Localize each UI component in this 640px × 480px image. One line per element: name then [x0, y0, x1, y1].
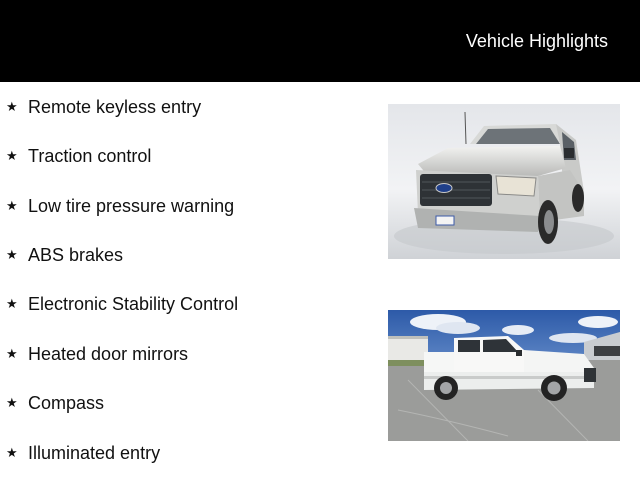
feature-label: Illuminated entry — [28, 443, 161, 463]
star-icon: ★ — [6, 99, 18, 114]
feature-item — [6, 392, 104, 414]
vehicle-photo-front — [388, 104, 620, 259]
feature-item — [6, 145, 151, 167]
feature-item — [6, 293, 238, 315]
page-title: Vehicle Highlights — [465, 31, 608, 51]
feature-label: Electronic Stability Control — [28, 294, 239, 314]
header-bar — [0, 0, 640, 82]
feature-label: Heated door mirrors — [28, 344, 189, 364]
vehicle-photo-side-image — [388, 310, 620, 441]
feature-label: Remote keyless entry — [28, 97, 202, 117]
star-icon: ★ — [6, 198, 18, 213]
feature-item — [6, 244, 123, 266]
feature-item — [6, 96, 201, 118]
star-icon: ★ — [6, 247, 18, 262]
vehicle-photo-side — [388, 310, 620, 441]
feature-label: ABS brakes — [28, 245, 124, 265]
star-icon: ★ — [6, 296, 18, 311]
feature-label: Compass — [28, 393, 105, 413]
star-icon: ★ — [6, 445, 18, 460]
feature-item — [6, 442, 160, 464]
feature-item — [6, 195, 234, 217]
star-icon: ★ — [6, 395, 18, 410]
feature-label: Traction control — [28, 146, 152, 166]
vehicle-photo-front-image — [388, 104, 620, 259]
feature-label: Low tire pressure warning — [28, 196, 235, 216]
star-icon: ★ — [6, 148, 18, 163]
feature-item — [6, 343, 188, 365]
star-icon: ★ — [6, 346, 18, 361]
